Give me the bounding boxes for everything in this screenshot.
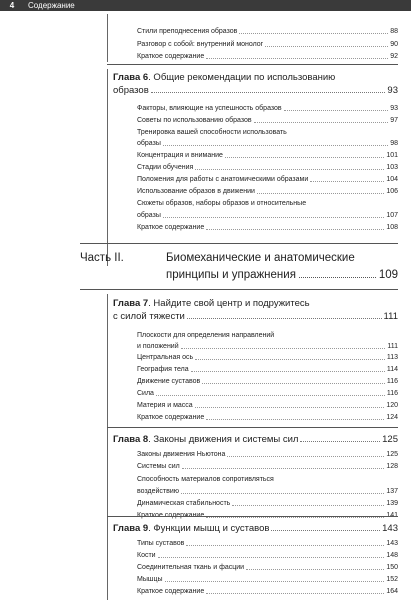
- toc-entry[interactable]: Динамическая стабильность 139: [137, 500, 398, 507]
- chapter-heading-line2[interactable]: с силой тяжести 111: [113, 311, 398, 322]
- divider: [107, 516, 398, 517]
- toc-entry[interactable]: Использование образов в движении 106: [137, 188, 398, 195]
- toc-entry[interactable]: Стадии обучения 103: [137, 164, 398, 171]
- toc-entry[interactable]: Краткое содержание 164: [137, 588, 398, 595]
- toc-entry[interactable]: Разговор с собой: внутренний монолог 90: [137, 41, 398, 48]
- toc-entry[interactable]: Центральная ось 113: [137, 354, 398, 361]
- toc-entry[interactable]: воздействию 137: [137, 488, 398, 495]
- toc-entry[interactable]: Краткое содержание 124: [137, 414, 398, 421]
- toc-entry[interactable]: образы 107: [137, 212, 398, 219]
- section-rule: [107, 14, 108, 62]
- toc-entry-line1[interactable]: Тренировка вашей способности использовать: [137, 129, 287, 136]
- part-title-line2[interactable]: принципы и упражнения 109: [166, 269, 398, 281]
- toc-entry[interactable]: Краткое содержание 108: [137, 224, 398, 231]
- toc-entry[interactable]: образы 98: [137, 140, 398, 147]
- part-title-line1[interactable]: Биомеханические и анатомические: [166, 252, 355, 264]
- toc-entry[interactable]: Кости 148: [137, 552, 398, 559]
- toc-entry-line1[interactable]: Способность материалов сопротивляться: [137, 476, 274, 483]
- toc-entry[interactable]: Материя и масса 120: [137, 402, 398, 409]
- toc-entry[interactable]: Положения для работы с анатомическими образами 104: [137, 176, 398, 183]
- divider: [107, 427, 398, 428]
- section-rule: [107, 519, 108, 600]
- part-divider-bottom: [80, 289, 398, 290]
- chapter-heading-line2[interactable]: образов 93: [113, 85, 398, 96]
- toc-entry-line1[interactable]: Плоскости для определения направлений: [137, 332, 275, 339]
- toc-entry[interactable]: и положений 111: [137, 343, 398, 350]
- chapter-heading[interactable]: Глава 7. Найдите свой центр и подружитесь: [113, 298, 310, 309]
- section-rule: [107, 69, 108, 266]
- toc-entry[interactable]: Мышцы 152: [137, 576, 398, 583]
- chapter5-tail: [107, 14, 398, 62]
- toc-entry[interactable]: Советы по использованию образов 97: [137, 117, 398, 124]
- toc-entry-line1[interactable]: Сюжеты образов, наборы образов и относительные: [137, 200, 307, 207]
- chapter9-section: [107, 519, 398, 600]
- toc-entry[interactable]: Движение суставов 116: [137, 378, 398, 385]
- toc-entry[interactable]: Соединительная ткань и фасции 150: [137, 564, 398, 571]
- toc-entry[interactable]: Сила 116: [137, 390, 398, 397]
- divider: [107, 64, 398, 65]
- page-number: 4: [9, 1, 15, 10]
- toc-entry[interactable]: Законы движения Ньютона 125: [137, 451, 398, 458]
- chapter6-section: [107, 69, 398, 266]
- toc-entry[interactable]: Концентрация и внимание 101: [137, 152, 398, 159]
- chapter-heading[interactable]: Глава 6. Общие рекомендации по использованию: [113, 72, 336, 83]
- page-header: [0, 0, 411, 11]
- part-label[interactable]: Часть II.: [80, 252, 124, 264]
- part-divider-top: [80, 243, 398, 244]
- toc-entry[interactable]: Типы суставов 143: [137, 540, 398, 547]
- chapter-heading[interactable]: Глава 9. Функции мышц и суставов 143: [113, 523, 398, 534]
- toc-entry[interactable]: Факторы, влияющие на успешность образов 93: [137, 105, 398, 112]
- toc-entry[interactable]: География тела 114: [137, 366, 398, 373]
- chapter-heading[interactable]: Глава 8. Законы движения и системы сил 125: [113, 434, 398, 445]
- toc-entry[interactable]: Краткое содержание 92: [137, 53, 398, 60]
- header-title: Содержание: [28, 1, 75, 10]
- toc-entry[interactable]: Стили преподнесения образов 88: [137, 28, 398, 35]
- toc-entry[interactable]: Системы сил 128: [137, 463, 398, 470]
